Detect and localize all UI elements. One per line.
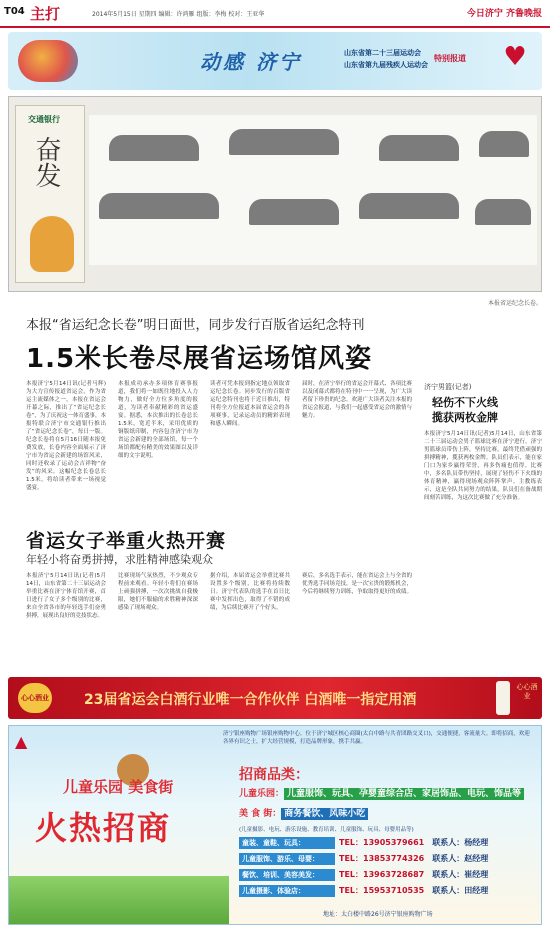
second-column: 本报济宁5月14日讯(记者)5月14日，山东省第二十三届运动会举重比赛在济宁体育馆开赛，首日进行了女子多个级别的比赛，来自全省各市的年轻选手们奋勇拼搏，展现出良好的竞技状态。: [26, 573, 106, 619]
liquor-brand-logo-2: 心心酒业: [516, 683, 538, 700]
contact-category: 儿童摄影、体验店：: [239, 885, 335, 897]
mall-recruitment-ad: [8, 725, 542, 925]
lead-column: 读者可凭本报到指定地点领取省运纪念长卷。同步发行的百版省运纪念特刊也将于近日推出，特刊将全方位报道本届省运会的各项赛事，记录运动员的精彩表现和感人瞬间。: [210, 381, 290, 427]
contact-phone: TEL：13963728687: [339, 870, 425, 879]
contact-person: 联系人：赵经理: [432, 854, 489, 863]
venue-image: [109, 135, 199, 161]
lead-headline: 1.5米长卷尽展省运场馆风姿: [26, 344, 373, 374]
newspaper-brand: 今日济宁 齐鲁晚报: [466, 9, 542, 19]
venue-image: [359, 193, 459, 219]
ad-big-title: 火热招商: [35, 809, 172, 847]
games-logo-icon: [18, 40, 78, 82]
edition-meta: 2014年5月15日 星期四 编辑：许鸿雁 组版：李梅 校对：王亚华: [92, 11, 265, 18]
category-value: 商务餐饮、风味小吃: [281, 808, 368, 820]
side-story-body: 本报济宁5月14日讯(记者)5月14日，山东省第二十三届运动会男子篮球比赛在济宁进行。济宁男篮球员带伤上阵，坚持比赛，最终凭借顽强的拼搏精神，揽获两枚金牌。队员们表示，能在家门口为家乡赢得荣誉，再多伤痛也值得。比赛中，多名队员带伤坚持，展现了轻伤不下火线的体育精神，赢得现场观众阵阵掌声。主教练表示，这是全队共同努力的结果，队员们在备战期间刻苦训练，为这次比赛做了充分准备。: [424, 431, 542, 501]
contact-category: 儿童服饰、游乐、母婴：: [239, 853, 335, 865]
contact-phone: TEL：13853774326: [339, 854, 425, 863]
lead-column: 本报成功承办多项体育赛事报道，我们将一如既往地投入人力物力，做好全方位多角度的报道，为读者奉献精彩的省运盛宴。据悉，本次推出的长卷总长1.5米，宽近半米，采用优质的铜版纸印制，内容包含济宁市为省运会新建的全部场馆，每一个场馆都配有精美的效果图以及详细的文字说明。: [118, 381, 198, 459]
second-column: 比赛现场气氛热烈，不少观众专程前来观看。年轻小将们在赛场上顽强拼搏，一次次挑战自我极限，她们不服输的求胜精神深深感染了现场观众。: [118, 573, 198, 611]
contact-person: 联系人：杨经理: [432, 838, 489, 847]
mall-address: 地址：太白楼中路26号济宁银座购物广场: [323, 911, 433, 918]
category-label: 儿童乐园：: [239, 789, 285, 799]
second-column: 据介绍，本届省运会举重比赛共设置多个级别，比赛将持续数日。济宁代表队的选手在首日比赛中发挥出色，取得了不错的成绩，为后续比赛开了个好头。: [210, 573, 290, 611]
lead-column: 届时，在济宁举行的省运会开幕式、各项比赛以及闭幕式都将在特刊中一一呈现，为广大读者留下珍贵的纪念。欢迎广大读者关注本报的省运会报道，与我们一起感受省运会的激情与魅力。: [302, 381, 412, 419]
banner-title: 动感 济宁: [200, 50, 302, 74]
category-note: (儿童摄影、电玩、游乐设施、教育培训、儿童服饰、玩具、母婴用品等): [239, 827, 414, 833]
venue-image: [229, 129, 339, 155]
category-value: 儿童服饰、玩具、孕婴童综合店、家居饰品、电玩、饰品等: [284, 788, 524, 800]
bottle-image: [496, 681, 510, 715]
contact-row: [239, 853, 488, 865]
venue-image: [479, 131, 529, 157]
page-number: T04: [4, 6, 25, 17]
contact-row: [239, 885, 488, 897]
second-headline: 省运女子举重火热开赛: [26, 530, 227, 552]
second-subtitle: 年轻小将奋勇拼搏，求胜精神感染观众: [26, 553, 213, 566]
special-report-banner: [8, 32, 542, 90]
page-header: [0, 0, 550, 28]
liquor-ad-slogan: 23届省运会白酒行业唯一合作伙伴 白酒唯一指定用酒: [84, 692, 417, 708]
commemorative-scroll-photo: [8, 96, 542, 292]
contact-category: 童装、童鞋、玩具：: [239, 837, 335, 849]
mall-intro: 济宁银座购物广场银座购物中心，位于济宁城区核心商圈(太白中路与共青团路交叉口)，交通便捷，客流量大。即将招商，欢迎各界有识之士，扩大经营规模，打造品牌形象，携手共赢。: [223, 731, 530, 745]
heart-logo-icon: ♥: [503, 42, 527, 72]
banner-subtitle-2: 山东省第九届残疾人运动会: [344, 61, 428, 69]
side-story-title: 揽获两枚金牌: [432, 411, 498, 424]
photo-caption: 本报省运纪念长卷。: [487, 300, 542, 307]
venue-image: [249, 199, 339, 225]
scroll-cover: [15, 105, 85, 283]
category-row-food: [239, 806, 368, 819]
scroll-venues: [89, 115, 537, 265]
venue-image: [99, 193, 219, 219]
venue-image: [379, 135, 459, 161]
contact-row: [239, 837, 488, 849]
venue-image: [475, 199, 531, 225]
banner-subtitle-1: 山东省第二十三届运动会: [344, 49, 421, 57]
section-title: 主打: [30, 5, 61, 23]
mascot-image: [30, 216, 74, 272]
second-column: 赛后，多名选手表示，能在省运会上与全省的优秀选手同场竞技，是一次宝贵的锻炼机会，今后将继续努力训练，争取取得更好的成绩。: [302, 573, 412, 595]
banner-special-label: 特别报道: [434, 54, 466, 63]
lead-column: 本报济宁5月14日讯(记者马辉)为大力宣传报道省运会，作为省运主流媒体之一，本报在省运会开幕之际，推出了“省运纪念长卷”，为了庆祝这一体育盛事，本报特联合济宁市交通银行推出了“省运纪念长卷”，每日一版。纪念长卷将在5月16日随本报免费发放，长卷内容全面展示了济宁市为省运会新建的场馆风采，同时还收录了运动会吉祥物“奋发”的风采。这幅纪念长卷总长1.5米，将给读者带来一场视觉盛宴。: [26, 381, 106, 491]
mall-logo-icon: ▲: [15, 732, 28, 751]
contact-person: 联系人：崔经理: [432, 870, 489, 879]
liquor-ad: [8, 677, 542, 719]
contact-phone: TEL：13905379661: [339, 838, 425, 847]
contact-category: 餐饮、培训、美容美发：: [239, 869, 335, 881]
contact-person: 联系人：田经理: [432, 886, 489, 895]
category-label: 美 食 街：: [239, 809, 282, 819]
side-story-title: 轻伤不下火线: [432, 396, 498, 409]
contact-phone: TEL：15953710535: [339, 886, 425, 895]
liquor-brand-logo: 心心酒业: [18, 683, 52, 713]
ad-kids-line: 儿童乐园 美食街: [63, 778, 174, 796]
category-title: 招商品类：: [239, 767, 309, 783]
lead-subtitle: 本报“省运纪念长卷”明日面世，同步发行百版省运纪念特刊: [26, 318, 365, 333]
scroll-calligraphy: 奋发: [31, 136, 61, 188]
bank-name: 交通银行: [28, 115, 60, 124]
contact-row: [239, 869, 488, 881]
side-story-byline: 济宁男篮(记者): [424, 383, 472, 391]
category-row-kids: [239, 786, 524, 799]
cartoon-town-image: [9, 876, 229, 925]
